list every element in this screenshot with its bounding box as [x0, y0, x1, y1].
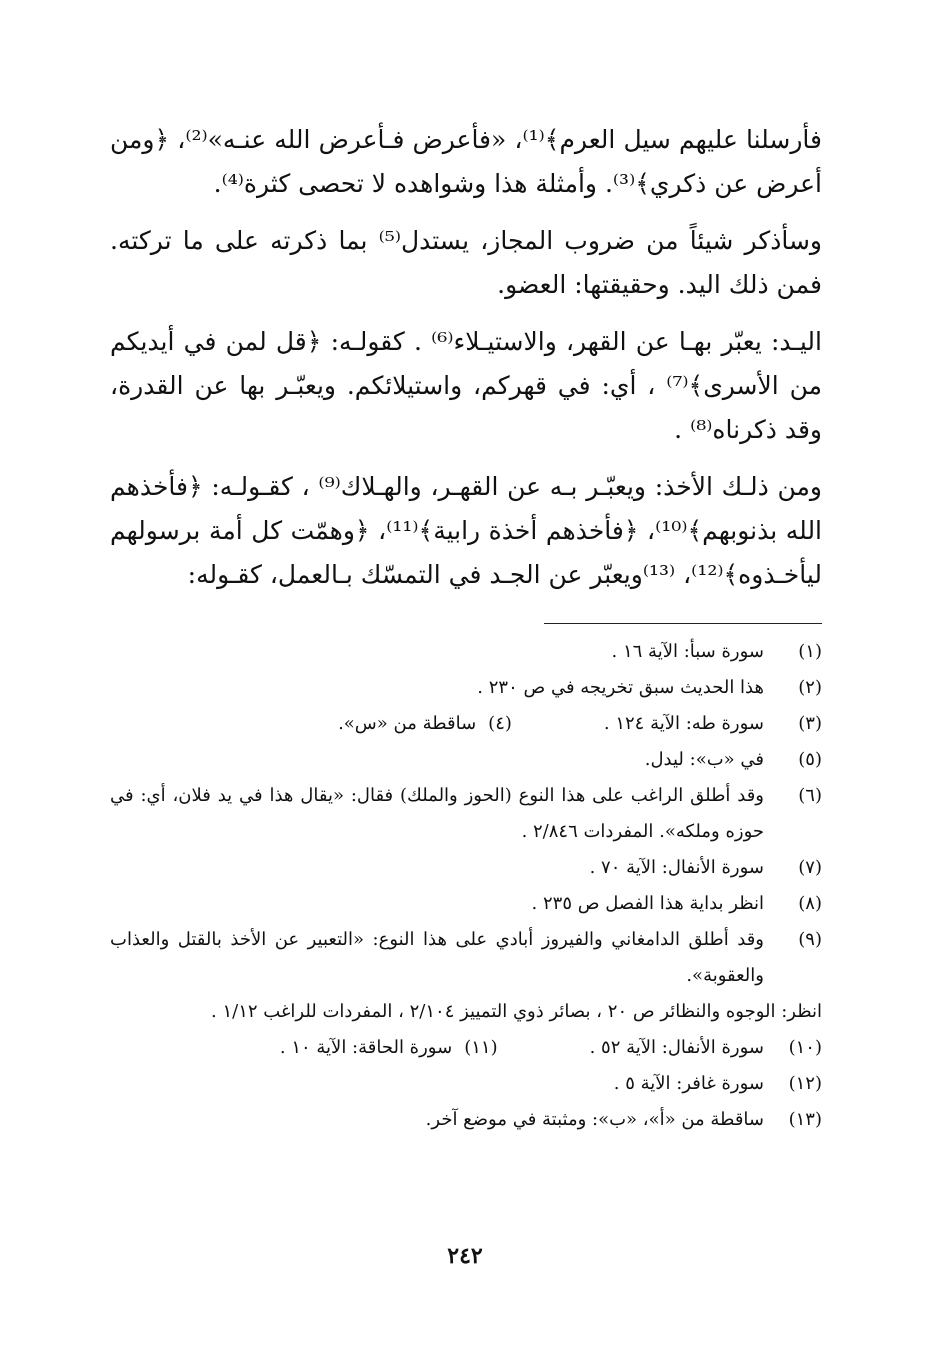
- footnote-9-continuation: انظر: الوجوه والنظائر ص ٢٠ ، بصائر ذوي التمييز ٢/١٠٤ ، المفردات للراغب ١/١٢ .: [211, 1001, 822, 1022]
- footnote-5: [110, 742, 822, 778]
- footnote-number: (٥): [798, 749, 822, 770]
- footnote-12: [110, 1066, 822, 1102]
- footnote-text: انظر بداية هذا الفصل ص ٢٣٥ .: [531, 893, 764, 914]
- footnote-number: (٢): [798, 677, 822, 698]
- footnote-2: [110, 670, 822, 706]
- page-number: ٢٤٢: [447, 1243, 483, 1269]
- footnote-9: [110, 922, 822, 994]
- footnote-3-4: [110, 706, 822, 742]
- footnote-13: [110, 1102, 822, 1138]
- footnote-text: سورة طه: الآية ١٢٤ .: [603, 713, 764, 734]
- footnote-text: ساقطة من «أ»، «ب»: ومثبتة في موضع آخر.: [425, 1109, 764, 1130]
- footnote-text: وقد أطلق الراغب على هذا النوع (الحوز والملك) فقال: «يقال هذا في يد فلان، أي: في حوزه وملكه». المفردات ٢/٨٤٦ .: [110, 785, 764, 842]
- footnote-text: ساقطة من «س».: [338, 713, 477, 734]
- paragraph-2: وسأذكر شيئاً من ضروب المجاز، يستدل⁽⁵⁾ بما ذكرته على ما تركته. فمن ذلك اليد. وحقيقتها: العضو.: [110, 226, 822, 299]
- footnote-10-11: [110, 1030, 822, 1066]
- footnote-text: سورة الأنفال: الآية ٥٢ .: [589, 1037, 764, 1058]
- footnote-7: [110, 850, 822, 886]
- footnote-number: (١٠): [788, 1037, 822, 1058]
- footnote-text: سورة غافر: الآية ٥ .: [613, 1073, 764, 1094]
- footnote-number: (٨): [798, 893, 822, 914]
- footnote-number: (٧): [798, 857, 822, 878]
- footnote-number: (١٣): [788, 1109, 822, 1130]
- footnote-number: (١): [798, 641, 822, 662]
- footnotes: [110, 634, 822, 1138]
- footnote-1: [110, 634, 822, 670]
- footnote-number: (٣): [798, 713, 822, 734]
- footnote-6: [110, 778, 822, 850]
- footnote-text: هذا الحديث سبق تخريجه في ص ٢٣٠ .: [477, 677, 764, 698]
- footnote-text: سورة الأنفال: الآية ٧٠ .: [589, 857, 764, 878]
- footnote-separator: [544, 623, 822, 624]
- footnote-text: وقد أطلق الدامغاني والفيروز أبادي على هذا النوع: «التعبير عن الأخذ بالقتل والعذاب والعقوبة».: [110, 929, 764, 986]
- footnote-number: (١٢): [788, 1073, 822, 1094]
- footnote-number: (٩): [798, 929, 822, 950]
- paragraph-3: اليـد: يعبّر بهـا عن القهر، والاستيـلاء⁽⁶⁾ . كقولـه: ﴿قل لمن في أيديكم من الأسرى﴾⁽⁷⁾ ، أي: في قهركم، واستيلائكم. ويعبّـر بها عن القدرة، وقد ذكرناه⁽⁸⁾ .: [110, 327, 823, 444]
- paragraph-1: فأرسلنا عليهم سيل العرم﴾⁽¹⁾، «فأعرض فـأعرض الله عنـه»⁽²⁾، ﴿ومن أعرض عن ذكري﴾⁽³⁾. وأمثلة هذا وشواهده لا تحصى كثرة⁽⁴⁾.: [110, 125, 822, 198]
- footnote-number: (٤): [488, 713, 512, 734]
- footnote-text: سورة الحاقة: الآية ١٠ .: [279, 1037, 453, 1058]
- footnote-text: سورة سبأ: الآية ١٦ .: [611, 641, 764, 662]
- footnote-number: (١١): [464, 1037, 498, 1058]
- paragraph-4: ومن ذلـك الأخذ: ويعبّـر بـه عن القهـر، والهـلاك⁽⁹⁾ ، كقـولـه: ﴿فأخذهم الله بذنوبهم﴾⁽¹⁰⁾، ﴿فأخذهم أخذة رابية﴾⁽¹¹⁾، ﴿وهمّت كل أمة برسولهم ليأخـذوه﴾⁽¹²⁾، ⁽¹³⁾ويعبّر عن الجـد في التمسّك بـالعمل، كقـوله:: [110, 472, 823, 589]
- footnote-text: في «ب»: ليدل.: [644, 749, 764, 770]
- main-text: [110, 118, 822, 610]
- footnote-number: (٦): [798, 785, 822, 806]
- footnote-8: [110, 886, 822, 922]
